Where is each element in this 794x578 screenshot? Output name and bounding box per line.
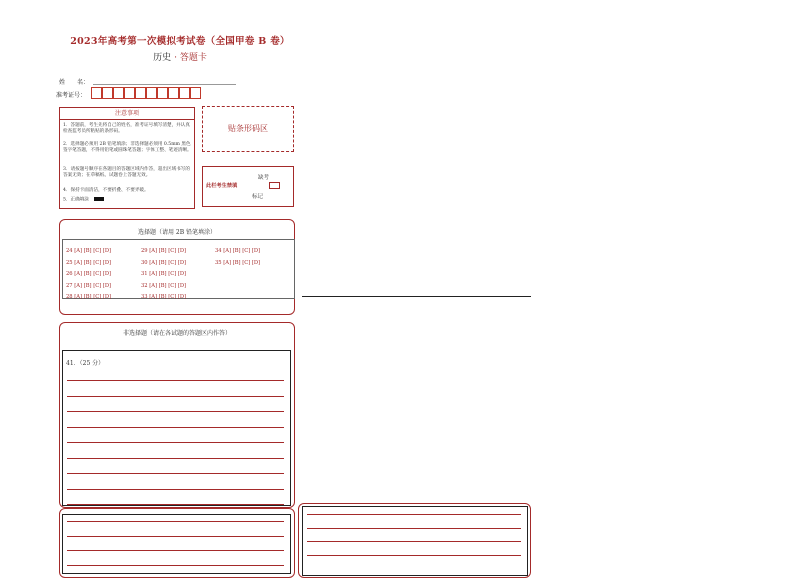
- choice-question-30[interactable]: 30 [A] [B] [C] [D]: [141, 259, 187, 266]
- absent-box: [202, 166, 294, 207]
- answer-line: [67, 565, 284, 566]
- notice-item: 1．答题前，考生先将自己的姓名，准考证号填写清楚，并认真检查监考员所粘贴的条形码。: [63, 123, 190, 135]
- answer-line: [67, 411, 284, 412]
- exam-id-digit-box[interactable]: [113, 87, 124, 99]
- answer-line: [67, 536, 284, 537]
- barcode-area: 贴条形码区: [202, 106, 294, 152]
- answer-line: [307, 541, 521, 542]
- notice-item: 3．请按题号顺序在各题目的答题区域内作答，超出区域书写的答案无效；在草稿纸、试题卷上答题无效。: [63, 167, 190, 179]
- notice-item: 2．选择题必须用 2B 铅笔填涂；非选择题必须用 0.5mm 黑色签字笔答题，不得用铅笔或圆珠笔答题；字体工整、笔迹清晰。: [63, 142, 192, 154]
- choice-question-34[interactable]: 34 [A] [B] [C] [D]: [215, 248, 261, 254]
- page-subtitle: [0, 50, 360, 63]
- answer-line: [67, 458, 284, 459]
- answer-line: [67, 521, 284, 522]
- continuation-box-left[interactable]: [62, 514, 291, 574]
- choice-grid: [62, 239, 295, 299]
- answer-line: [67, 427, 284, 428]
- answer-line: [67, 396, 284, 397]
- choice-question-29[interactable]: 29 [A] [B] [C] [D]: [141, 248, 187, 254]
- notice-title: 注意事项: [60, 108, 194, 120]
- answer-line: [67, 504, 284, 505]
- absent-checkbox[interactable]: [269, 182, 280, 189]
- name-field[interactable]: [93, 84, 236, 85]
- column-divider-line: [302, 296, 531, 297]
- q41-answer-area[interactable]: [62, 350, 291, 506]
- exam-id-digit-box[interactable]: [190, 87, 201, 99]
- answer-line: [307, 555, 521, 556]
- exam-id-digit-box[interactable]: [135, 87, 146, 99]
- answer-line: [67, 550, 284, 551]
- choice-section-title: 选择题（请用 2B 铅笔填涂）: [137, 229, 217, 236]
- choice-column: [66, 248, 111, 306]
- page-title: 2023年高考第一次模拟考试卷（全国甲卷 B 卷）: [70, 36, 290, 47]
- exam-id-digit-box[interactable]: [157, 87, 168, 99]
- choice-question-25[interactable]: 25 [A] [B] [C] [D]: [66, 259, 112, 266]
- filled-mark-icon: [94, 197, 104, 201]
- choice-question-33[interactable]: 33 [A] [B] [C] [D]: [141, 294, 187, 300]
- choice-question-32[interactable]: 32 [A] [B] [C] [D]: [141, 282, 187, 289]
- absent-top-label: 缺考: [258, 175, 270, 181]
- exam-id-digit-box[interactable]: [91, 87, 102, 99]
- choice-question-35[interactable]: 35 [A] [B] [C] [D]: [215, 259, 261, 266]
- choice-column: [141, 248, 186, 306]
- answer-line: [67, 380, 284, 381]
- choice-question-31[interactable]: 31 [A] [B] [C] [D]: [141, 271, 187, 277]
- exam-id-digit-box[interactable]: [102, 87, 113, 99]
- notice-item: [63, 197, 192, 204]
- answer-line: [307, 514, 521, 515]
- name-label: 姓 名：: [59, 79, 90, 86]
- answer-card-label: 答题卡: [179, 53, 207, 63]
- notice-item: 4．保持卡面清洁，不要折叠、不要弄破。: [63, 188, 149, 193]
- exam-id-digit-box[interactable]: [146, 87, 157, 99]
- correct-fill-label: 5．正确填涂: [63, 197, 89, 203]
- subtitle-dot: ·: [174, 53, 177, 63]
- exam-id-boxes[interactable]: [91, 87, 201, 99]
- choice-column: [215, 248, 260, 271]
- continuation-box-right[interactable]: [302, 506, 528, 576]
- answer-line: [67, 489, 284, 490]
- exam-id-label: 准考证号：: [56, 92, 87, 99]
- exam-id-digit-box[interactable]: [168, 87, 179, 99]
- subject-label: 历史: [153, 53, 172, 63]
- answer-line: [67, 442, 284, 443]
- choice-question-28[interactable]: 28 [A] [B] [C] [D]: [66, 294, 112, 300]
- exam-id-digit-box[interactable]: [124, 87, 135, 99]
- answer-line: [67, 473, 284, 474]
- absent-bottom-label: 标记: [252, 194, 264, 200]
- notice-box: [59, 107, 195, 209]
- choice-question-24[interactable]: 24 [A] [B] [C] [D]: [66, 248, 112, 254]
- exam-id-digit-box[interactable]: [179, 87, 190, 99]
- choice-question-27[interactable]: 27 [A] [B] [C] [D]: [66, 282, 112, 289]
- answer-line: [307, 528, 521, 529]
- q41-label: 41．（25 分）: [66, 360, 105, 367]
- absent-left-label: 此栏考生禁填: [206, 183, 238, 189]
- nonchoice-section-title: 非选择题（请在各试题的答题区内作答）: [122, 330, 231, 337]
- choice-question-26[interactable]: 26 [A] [B] [C] [D]: [66, 271, 112, 277]
